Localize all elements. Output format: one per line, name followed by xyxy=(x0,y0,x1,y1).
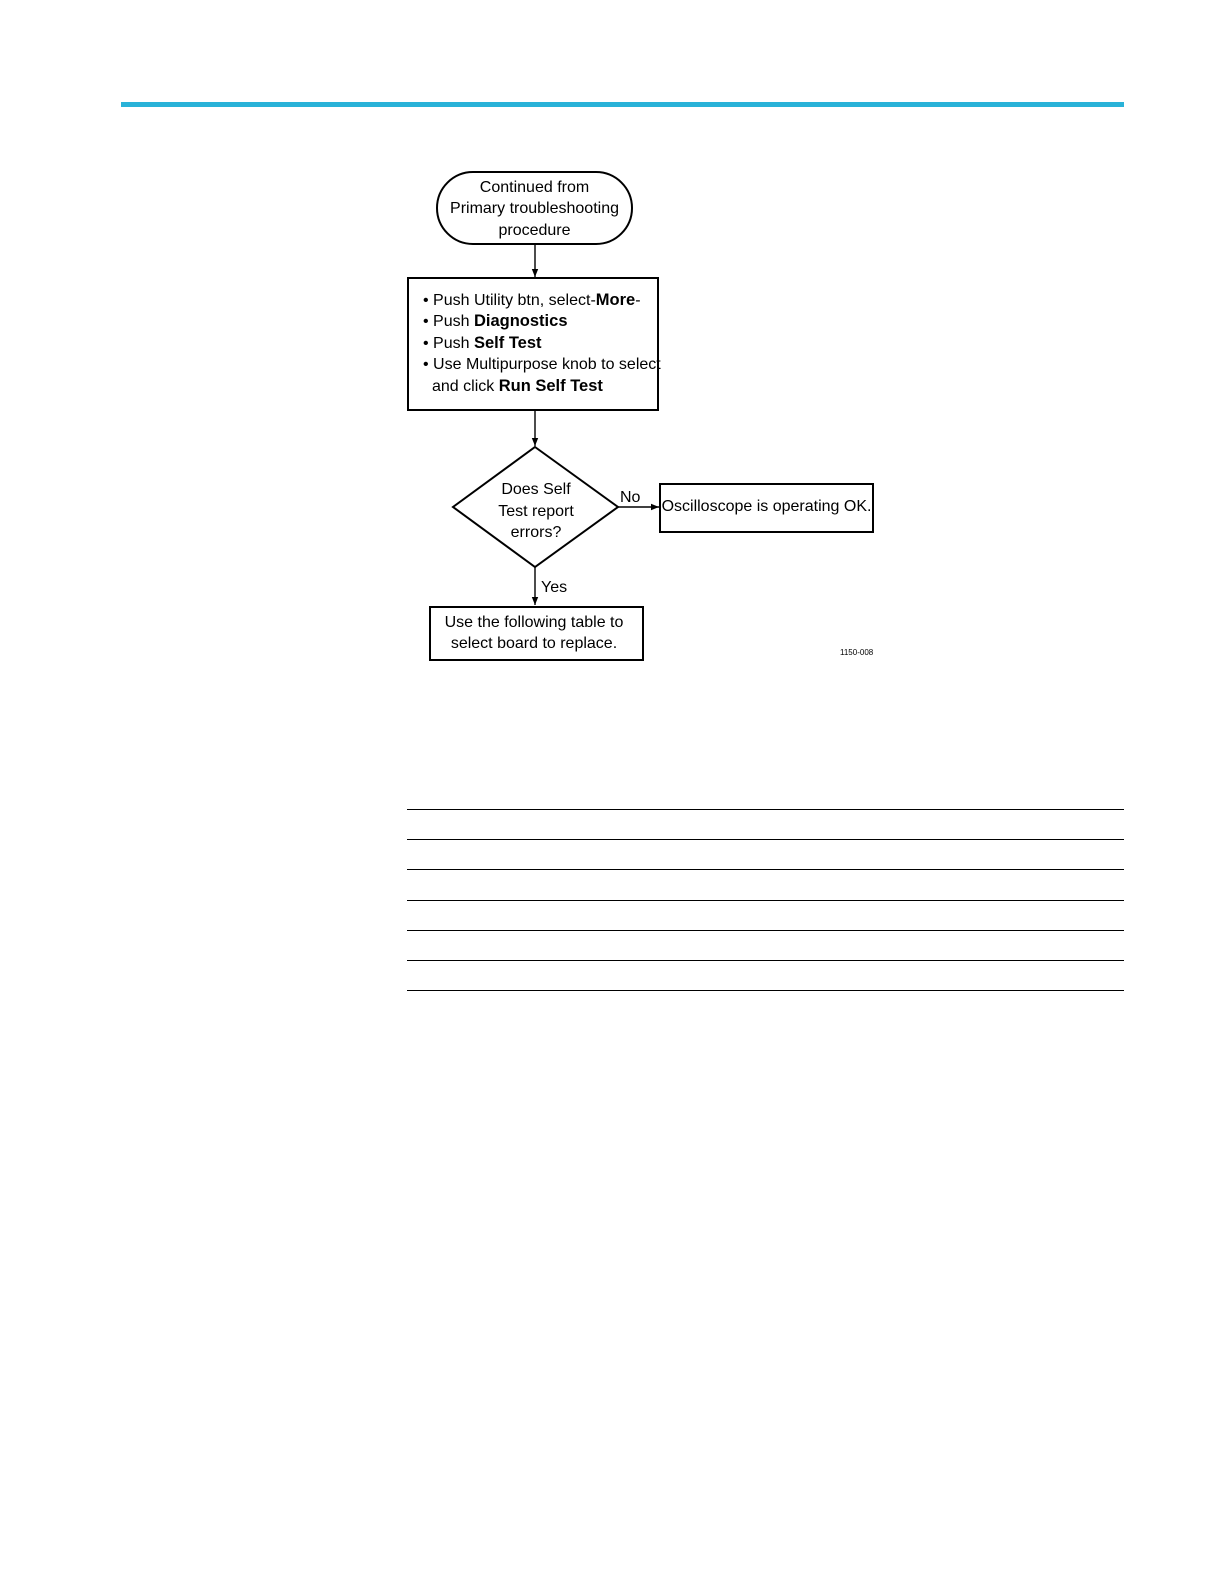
step-1-suffix: - xyxy=(635,292,641,309)
ok-result-text: Oscilloscope is operating OK. xyxy=(661,498,872,515)
step-5 xyxy=(432,377,603,395)
replace-result-line-2: select board to replace. xyxy=(450,635,618,652)
step-4-text: Use Multipurpose knob to select xyxy=(433,356,661,373)
step-5-bold: Run Self Test xyxy=(498,377,603,395)
step-1-bullet: • xyxy=(423,292,434,309)
table-row-rule xyxy=(407,990,1124,991)
table-row-rule xyxy=(407,839,1124,840)
no-label: No xyxy=(620,489,641,506)
start-node-line-2: Primary troubleshooting xyxy=(450,200,619,217)
step-2 xyxy=(423,312,568,330)
steps-node xyxy=(408,278,661,410)
decision-line-1: Does Self xyxy=(501,481,571,498)
step-1 xyxy=(423,291,641,309)
step-3-text: Push xyxy=(433,335,474,352)
decision-line-2: Test report xyxy=(498,503,574,520)
step-2-text: Push xyxy=(433,313,474,330)
step-4-bullet: • xyxy=(423,356,434,373)
table-row-rule xyxy=(407,930,1124,931)
decision-node xyxy=(453,447,618,567)
table-row-rule xyxy=(407,960,1124,961)
step-1-text: Push Utility btn, select- xyxy=(433,292,596,309)
table-row-rule xyxy=(407,900,1124,901)
step-3-bullet: • xyxy=(423,335,434,352)
troubleshooting-flowchart xyxy=(0,0,1224,720)
step-4 xyxy=(423,356,661,373)
decision-line-3: errors? xyxy=(510,524,562,541)
yes-label: Yes xyxy=(541,579,568,596)
step-2-bullet: • xyxy=(423,313,434,330)
step-3-bold: Self Test xyxy=(473,334,542,352)
step-1-bold: More xyxy=(595,291,636,309)
start-node-line-1: Continued from xyxy=(479,179,590,196)
start-node xyxy=(437,172,632,244)
step-2-bold: Diagnostics xyxy=(473,312,568,330)
start-node-line-3: procedure xyxy=(498,222,571,239)
figure-id: 1150-008 xyxy=(840,648,874,657)
table-row-rule xyxy=(407,809,1124,810)
replace-result-node xyxy=(430,607,643,660)
step-3 xyxy=(423,334,542,352)
ok-result-node xyxy=(660,484,873,532)
step-5-text: and click xyxy=(432,378,499,395)
replace-result-line-1: Use the following table to xyxy=(444,614,624,631)
table-row-rule xyxy=(407,869,1124,870)
